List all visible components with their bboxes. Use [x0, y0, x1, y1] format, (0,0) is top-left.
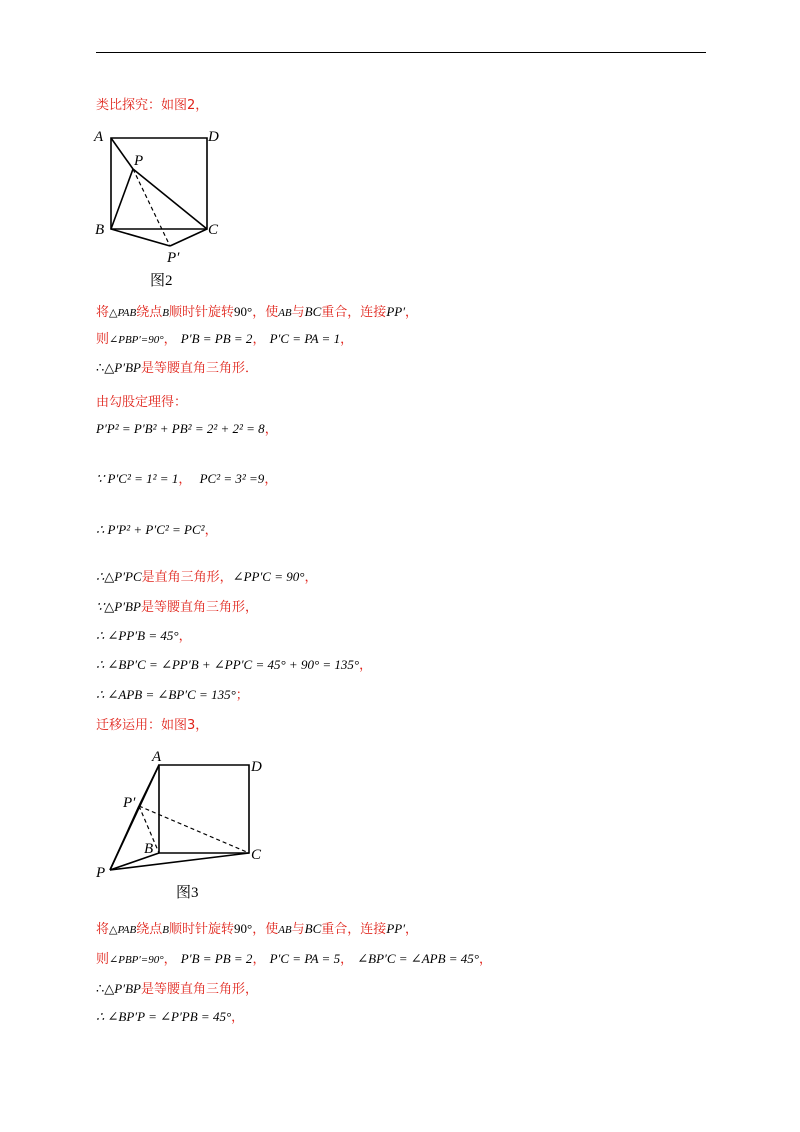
s1-line-11: ∴ ∠BP′C = ∠PP′B + ∠PP′C = 45° + 90° = 135°，	[96, 657, 373, 673]
label-b: B	[144, 841, 154, 857]
s1-line-1: 将△PAB绕点B顺时针旋转90°，使AB与BC重合，连接PP′，	[96, 304, 419, 320]
section2-heading: 迁移运用：如图3，	[96, 718, 209, 733]
label-p: P	[96, 865, 106, 881]
label-p: P	[134, 153, 144, 169]
s1-line-9: ∵△P′BP是等腰直角三角形，	[96, 599, 258, 615]
s1-line-8: ∴△P′PC是直角三角形，∠PP′C = 90°，	[96, 569, 318, 585]
s1-line-2: 则∠PBP′=90°， P′B = PB = 2， P′C = PA = 1，	[96, 331, 354, 347]
label-p-prime: P′	[123, 795, 136, 811]
segment-bpp	[111, 229, 170, 246]
s1-line-6: ∵ P′C² = 1² = 1， PC² = 3² =9，	[96, 471, 278, 487]
label-a: A	[152, 749, 162, 765]
s1-line-4: 由勾股定理得：	[96, 395, 188, 410]
s2-line-2: 则∠PBP′=90°， P′B = PB = 2， P′C = PA = 5， ∠BP′C = ∠APB = 45°，	[96, 951, 492, 967]
label-d: D	[251, 759, 262, 775]
label-c: C	[251, 847, 262, 863]
square-abcd	[111, 138, 207, 229]
segment-ppp-dashed	[133, 169, 170, 246]
figure-3	[90, 745, 280, 910]
s2-line-1: 将△PAB绕点B顺时针旋转90°，使AB与BC重合，连接PP′，	[96, 921, 419, 937]
label-a: A	[94, 129, 104, 145]
section1-heading: 类比探究：如图2，	[96, 98, 209, 113]
figure-3-caption: 图3	[176, 885, 199, 901]
figure-2	[90, 125, 230, 290]
s1-line-5: P′P² = P′B² + PB² = 2² + 2² = 8，	[96, 421, 278, 437]
segment-pc	[110, 853, 249, 870]
label-b: B	[95, 222, 105, 238]
s1-line-3: ∴△P′BP是等腰直角三角形．	[96, 360, 258, 376]
s1-line-7: ∴ P′P² + P′C² = PC²，	[96, 522, 218, 538]
label-d: D	[208, 129, 219, 145]
segment-ap	[111, 138, 133, 169]
segment-ppc	[170, 229, 207, 246]
s2-line-3: ∴△P′BP是等腰直角三角形，	[96, 981, 258, 997]
label-c: C	[208, 222, 219, 238]
s1-line-10: ∴ ∠PP′B = 45°，	[96, 628, 192, 644]
segment-pc	[133, 169, 207, 229]
label-p-prime: P′	[167, 250, 180, 266]
segment-ppp	[110, 806, 139, 870]
square-abcd	[159, 765, 249, 853]
header-rule	[96, 52, 706, 53]
s1-line-12: ∴ ∠APB = ∠BP′C = 135°；	[96, 687, 249, 703]
s2-line-4: ∴ ∠BP′P = ∠P′PB = 45°，	[96, 1009, 245, 1025]
figure-2-caption: 图2	[150, 273, 173, 289]
segment-pb	[111, 169, 133, 229]
